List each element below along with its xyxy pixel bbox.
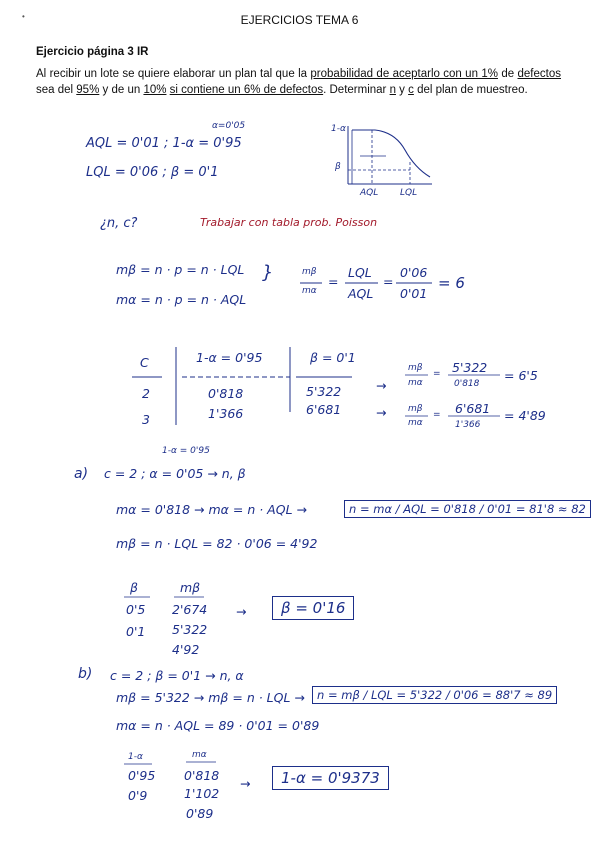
m-alpha-definition: mα = n · p = n · AQL — [116, 292, 247, 307]
m-beta-definition: mβ = n · p = n · LQL — [116, 262, 245, 277]
part-a-row-mb: 2'674 — [172, 602, 208, 617]
question-n-c: ¿n, c? — [100, 216, 138, 231]
table-row-c: 2 — [142, 386, 150, 401]
part-a-extra: 4'92 — [172, 642, 200, 657]
ratio-lhs-den: mα — [302, 286, 317, 296]
part-b-line-1: c = 2 ; β = 0'1 → n, α — [110, 668, 244, 683]
graph-x-label-lql: LQL — [400, 188, 418, 198]
graph-x-label-aql: AQL — [360, 188, 379, 198]
arrow: → — [376, 405, 387, 420]
part-b-row-ma: 0'818 — [184, 768, 220, 783]
part-a-row-mb: 5'322 — [172, 622, 208, 637]
part-a-label: a) — [74, 466, 89, 482]
eq-sign: = — [433, 410, 441, 420]
part-b-label: b) — [78, 666, 93, 682]
part-a-row-beta: 0'1 — [126, 624, 146, 639]
part-b-col-ma: mα — [192, 750, 207, 760]
page-title: EJERCICIOS TEMA 6 — [240, 13, 359, 27]
exercise-statement: Al recibir un lote se quiere elaborar un plan tal que la probabilidad de aceptarlo con un 1% de defectos sea del 95% y de un 10% si contiene un 6% de defectos. Determinar n y c del plan de muestreo. — [36, 68, 561, 96]
table-row-result: = 4'89 — [504, 408, 546, 423]
table-row-mb: 6'681 — [306, 402, 342, 417]
part-b-line-2: mβ = 5'322 → mβ = n · LQL → — [116, 690, 305, 705]
ratio-mid-den: AQL — [348, 286, 374, 301]
table-col-c: C — [140, 355, 149, 370]
table-frac-label-den: mα — [408, 418, 423, 428]
part-b-line-3: mα = n · AQL = 89 · 0'01 = 0'89 — [116, 718, 320, 733]
ratio-rhs-num: 0'06 — [400, 265, 428, 280]
table-row-frac-den: 0'818 — [454, 379, 480, 389]
part-a-row-beta: 0'5 — [126, 602, 146, 617]
table-frac-label-num: mβ — [408, 363, 423, 373]
ratio-result: = 6 — [438, 274, 465, 292]
arrow: → — [240, 776, 251, 791]
part-a-line-1: c = 2 ; α = 0'05 → n, β — [104, 466, 246, 481]
table-col-beta: β = 0'1 — [310, 350, 356, 365]
page-dot: • — [22, 12, 25, 21]
table-row-frac-num: 6'681 — [455, 401, 491, 416]
hint-poisson-table: Trabajar con tabla prob. Poisson — [200, 216, 378, 229]
table-frac-label-den: mα — [408, 378, 423, 388]
arrow: → — [376, 378, 387, 393]
table-row-ma: 1'366 — [208, 406, 244, 421]
ratio-lhs-num: mβ — [302, 267, 317, 277]
part-b-row-alpha: 0'9 — [128, 788, 148, 803]
aql-line: AQL = 0'01 ; 1-α = 0'95 — [86, 136, 242, 151]
ratio-mid-num: LQL — [348, 265, 372, 280]
part-a-line-3: mβ = n · LQL = 82 · 0'06 = 4'92 — [116, 536, 318, 551]
part-a-col-mb: mβ — [180, 580, 201, 595]
table-col-1-alpha: 1-α = 0'95 — [196, 350, 263, 365]
brace-right: } — [262, 262, 274, 283]
part-b-col-1-alpha: 1-α — [128, 752, 143, 762]
part-a-small-note: 1-α = 0'95 — [162, 446, 210, 456]
part-b-row-ma: 1'102 — [184, 786, 220, 801]
table-row-c: 3 — [142, 412, 150, 427]
part-a-result-box: β = 0'16 — [272, 596, 354, 620]
ratio-rhs-den: 0'01 — [400, 286, 428, 301]
table-frac-label-num: mβ — [408, 404, 423, 414]
eq-sign: = — [383, 274, 394, 289]
eq-sign: = — [433, 369, 441, 379]
exercise-title: Ejercicio página 3 IR — [36, 46, 149, 58]
arrow: → — [236, 604, 247, 619]
table-row-ma: 0'818 — [208, 386, 244, 401]
alpha-note: α=0'05 — [212, 121, 246, 131]
table-row-frac-num: 5'322 — [452, 360, 488, 375]
table-row-frac-den: 1'366 — [455, 420, 481, 430]
part-a-line-2: mα = 0'818 → mα = n · AQL → — [116, 502, 307, 517]
part-b-n-box: n = mβ / LQL = 5'322 / 0'06 = 88'7 ≈ 89 — [312, 686, 557, 704]
part-a-col-beta: β — [130, 580, 138, 595]
table-row-mb: 5'322 — [306, 384, 342, 399]
lql-line: LQL = 0'06 ; β = 0'1 — [86, 165, 219, 180]
eq-sign: = — [328, 274, 339, 289]
part-b-result-box: 1-α = 0'9373 — [272, 766, 389, 790]
graph-y-top-label: 1-α — [331, 124, 346, 134]
part-b-row-alpha: 0'95 — [128, 768, 156, 783]
part-b-extra: 0'89 — [186, 806, 214, 821]
table-row-result: = 6'5 — [504, 368, 538, 383]
part-a-n-box: n = mα / AQL = 0'818 / 0'01 = 81'8 ≈ 82 — [344, 500, 591, 518]
graph-y-mid-label: β — [335, 162, 341, 172]
